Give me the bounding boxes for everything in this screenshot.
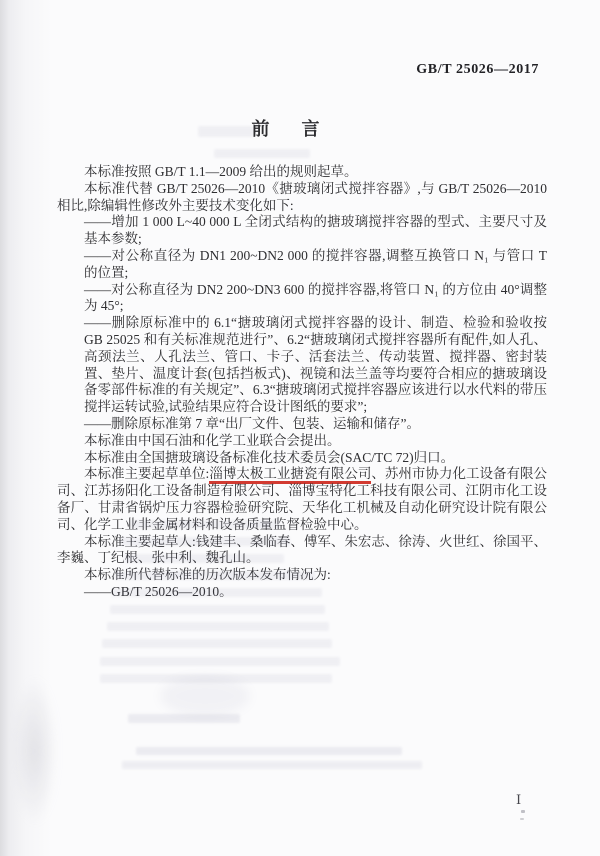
standard-number: GB/T 25026—2017 <box>416 62 539 77</box>
foreword-list-item: ——删除原标准中的 6.1“搪玻璃闭式搅拌容器的设计、制造、检验和验收按 GB 25025 和有关标准规范进行”、6.2“搪玻璃闭式搅拌容器所有配件,如人孔、高颈法兰、人孔法兰、管口、卡子、活套法兰、传动装置、搅拌器、密封装置、垫片、温度计套(包括挡板式)、视镜和法兰盖等均要符合相应的搪玻璃设备零部件标准的有关规定”、6.3“搪玻璃闭式搅拌容器应该进行以水代料的带压搅拌运转试验,试验结果应符合设计图纸的要求”; <box>84 315 547 415</box>
bleedthrough-ghost <box>128 714 240 723</box>
foreword-body <box>57 164 547 601</box>
page-number: Ⅰ <box>516 792 523 807</box>
bleedthrough-ghost <box>100 657 340 666</box>
bleedthrough-ghost <box>100 674 332 683</box>
foreword-list-item: ——对公称直径为 DN1 200~DN2 000 的搅拌容器,调整互换管口 N₁ 与管口 T 的位置; <box>84 247 547 280</box>
foreword-paragraph: 本标准由全国搪玻璃设备标准化技术委员会(SAC/TC 72)归口。 <box>84 449 455 465</box>
bleedthrough-ghost <box>107 622 329 631</box>
bleedthrough-ghost <box>122 761 422 769</box>
drafting-units-prefix: 本标准主要起草单位: <box>84 466 210 482</box>
foreword-paragraph: 本标准代替 GB/T 25026—2010《搪玻璃闭式搅拌容器》,与 GB/T 25026—2010 相比,除编辑性修改外主要技术变化如下: <box>57 180 547 213</box>
page-title: 前 言 <box>251 119 327 139</box>
foreword-paragraph: 本标准所代替标准的历次版本发布情况为: <box>84 567 331 583</box>
foreword-paragraph: 本标准按照 GB/T 1.1—2009 给出的规则起草。 <box>84 164 358 179</box>
bleedthrough-ghost <box>110 605 325 614</box>
foreword-list-item: ——对公称直径为 DN2 200~DN3 600 的搅拌容器,将管口 N₁ 的方位由 40°调整为 45°; <box>84 281 547 314</box>
foreword-paragraph: 本标准主要起草人:钱建丰、桑临春、傅军、朱宏志、徐涛、火世红、徐国平、李巍、丁纪根、张中利、魏孔山。 <box>57 533 547 566</box>
foreword-paragraph: 本标准由中国石油和化学工业联合会提出。 <box>84 432 341 448</box>
bleedthrough-ghost <box>160 676 250 716</box>
scan-speck <box>521 810 525 813</box>
red-underline-annotation: 淄博太极工业搪瓷有限公司 <box>209 466 371 484</box>
bleedthrough-ghost <box>102 639 332 648</box>
foreword-list-item: ——删除原标准第 7 章“出厂文件、包装、运输和储存”。 <box>84 415 420 431</box>
bleedthrough-ghost <box>214 149 310 158</box>
drafting-units-paragraph <box>57 466 547 533</box>
bleedthrough-ghost <box>136 747 402 755</box>
scan-corner-smudge <box>12 676 58 826</box>
foreword-list-item: ——增加 1 000 L~40 000 L 全闭式结构的搪玻璃搅拌容器的型式、主要尺寸及基本参数; <box>84 214 547 247</box>
drafting-units-suffix: 、苏州市协力化工设备有限公司、江苏扬阳化工设备制造有限公司、淄博宝特化工科技有限公司、江阴市化工设备厂、甘肃省锅炉压力容器检验研究院、天华化工机械及自动化研究设计院有限公司、化学工业非金属材料和设备质量监督检验中心。 <box>57 466 547 532</box>
scan-speck <box>520 818 524 820</box>
foreword-list-item: ——GB/T 25026—2010。 <box>84 583 233 599</box>
